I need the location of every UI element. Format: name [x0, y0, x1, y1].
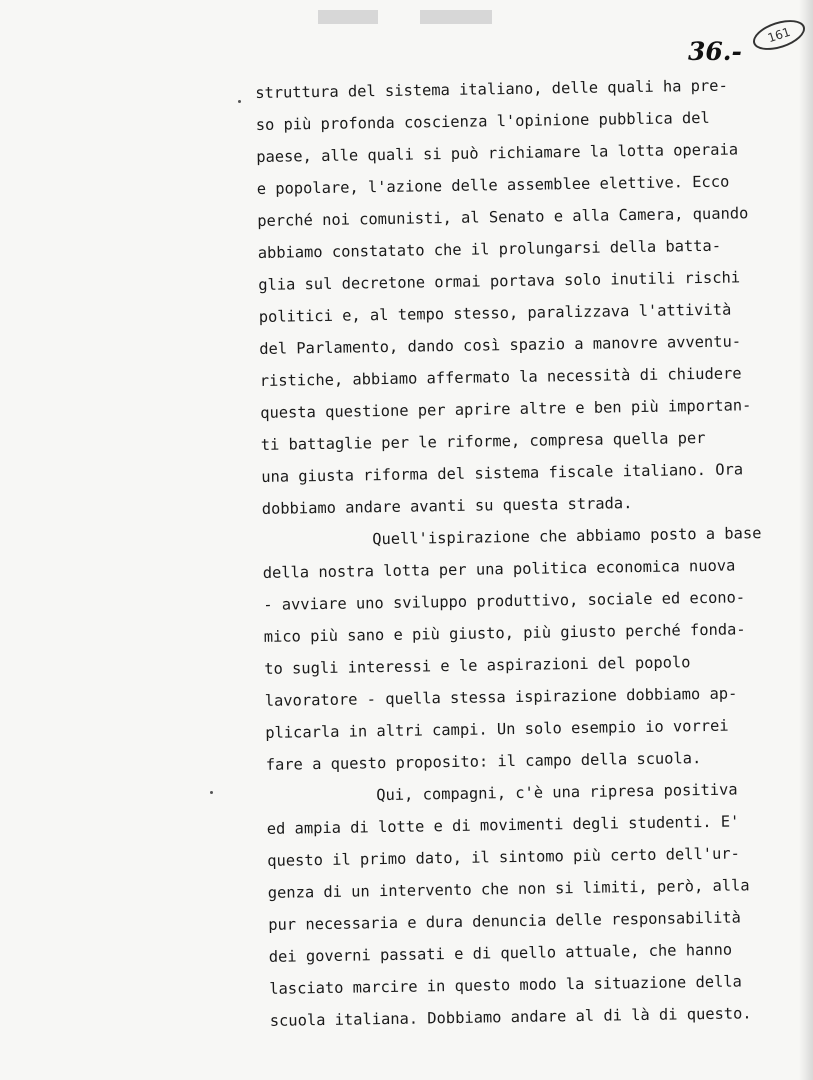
- document-body: [255, 68, 813, 1036]
- text-line: plicarla in altri campi. Un solo esempio io vorrei: [265, 716, 729, 742]
- text-line: glia sul decretone ormai portava solo inutili rischi: [258, 268, 741, 294]
- text-line: struttura del sistema italiano, delle quali ha pre-: [255, 76, 728, 102]
- archive-stamp: 161: [749, 14, 808, 55]
- text-line: Qui, compagni, c'è una ripresa positiva: [376, 780, 738, 805]
- text-line: lavoratore - quella stessa ispirazione dobbiamo ap-: [264, 684, 738, 710]
- dust-speck: [238, 100, 241, 103]
- text-line: una giusta riforma del sistema fiscale italiano. Ora: [261, 460, 744, 486]
- text-line: ti battaglie per le riforme, compresa quella per: [260, 428, 706, 454]
- text-line: del Parlamento, dando così spazio a manovre avventu-: [259, 332, 742, 358]
- text-line: questa questione per aprire altre e ben più importan-: [260, 396, 752, 422]
- text-line: paese, alle quali si può richiamare la lotta operaia: [256, 140, 739, 166]
- scan-artifact: [318, 10, 378, 24]
- text-line: genza di un intervento che non si limiti, però, alla: [267, 876, 750, 902]
- text-line: so più profonda coscienza l'opinione pubblica del: [255, 108, 710, 134]
- text-line: dei governi passati e di quello attuale, che hanno: [268, 940, 733, 966]
- text-line: ed ampia di lotte e di movimenti degli studenti. E': [266, 812, 740, 838]
- text-line: - avviare uno sviluppo produttivo, sociale ed econo-: [263, 588, 746, 614]
- text-line: perché noi comunisti, al Senato e alla Camera, quando: [257, 204, 749, 230]
- text-line: fare a questo proposito: il campo della scuola.: [265, 749, 702, 774]
- text-line: abbiamo constatato che il prolungarsi della batta-: [257, 236, 722, 262]
- text-line: e popolare, l'azione delle assemblee elettive. Ecco: [256, 172, 730, 198]
- text-line: pur necessaria e dura denuncia delle responsabilità: [268, 908, 741, 934]
- text-line: dobbiamo andare avanti su questa strada.: [261, 494, 633, 518]
- text-line: Quell'ispirazione che abbiamo posto a base: [372, 524, 762, 549]
- text-line: politici e, al tempo stesso, paralizzava l'attività: [258, 300, 732, 326]
- page-number: 36.-: [688, 37, 742, 66]
- text-line: to sugli interessi e le aspirazioni del popolo: [264, 653, 691, 678]
- text-line: lasciato marcire in questo modo la situazione della: [269, 972, 742, 998]
- text-line: della nostra lotta per una politica economica nuova: [262, 556, 736, 582]
- text-line: ristiche, abbiamo affermato la necessità di chiudere: [259, 364, 742, 390]
- dust-speck: [210, 791, 213, 794]
- text-line: scuola italiana. Dobbiamo andare al di là di questo.: [269, 1004, 752, 1030]
- text-line: questo il primo dato, il sintomo più certo dell'ur-: [267, 844, 740, 870]
- scan-artifact: [420, 10, 492, 24]
- text-line: mico più sano e più giusto, più giusto perché fonda-: [263, 620, 746, 646]
